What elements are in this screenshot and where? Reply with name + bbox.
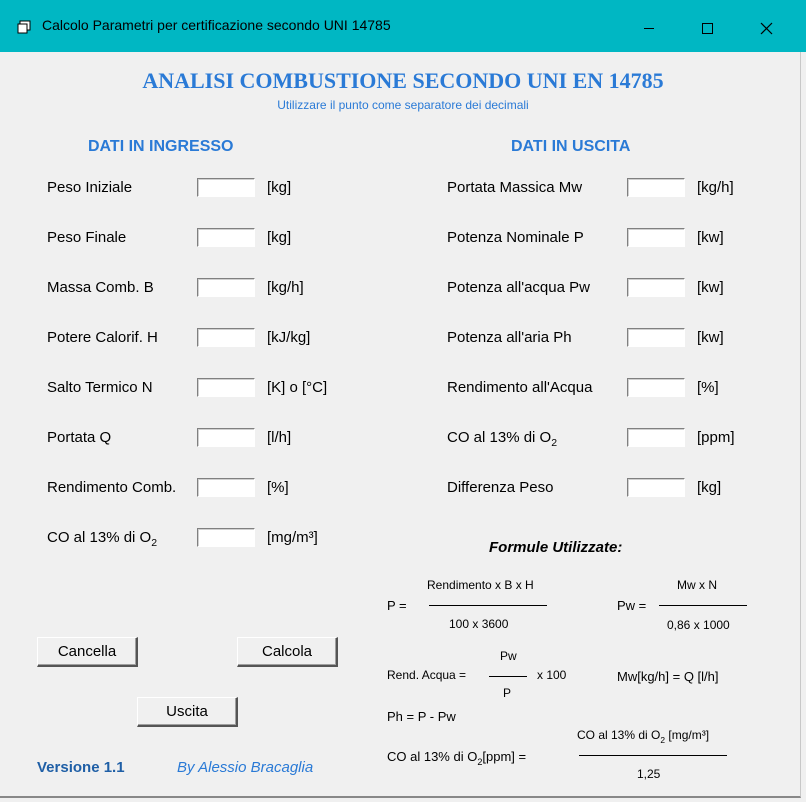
unit-label: [%] xyxy=(697,379,719,396)
author-label: By Alessio Bracaglia xyxy=(177,759,314,776)
unit-label: [kw] xyxy=(697,279,724,296)
output-label-potenza-acqua: Potenza all'acqua Pw xyxy=(447,279,590,296)
output-label-rendimento-acqua: Rendimento all'Acqua xyxy=(447,379,593,396)
formulas-title: Formule Utilizzate: xyxy=(489,539,623,556)
unit-label: [ppm] xyxy=(697,429,735,446)
close-icon xyxy=(743,13,789,43)
maximize-icon xyxy=(684,13,730,43)
formula-co-numerator: CO al 13% di $O_2$ [mg/m³] xyxy=(577,728,710,745)
formula-p-numerator: Rendimento x B x H xyxy=(427,578,534,592)
unit-label: [mg/m³] xyxy=(267,529,318,546)
potenza-nominale-field[interactable] xyxy=(627,228,685,247)
formula-co-denominator: 1,25 xyxy=(637,767,661,781)
unit-label: [K] o [°C] xyxy=(267,379,328,396)
differenza-peso-field[interactable] xyxy=(627,478,685,497)
formula-ph: Ph = P - Pw xyxy=(387,709,456,724)
formula-rend-numerator: Pw xyxy=(500,649,517,663)
portata-massica-field[interactable] xyxy=(627,178,685,197)
rendimento-acqua-field[interactable] xyxy=(627,378,685,397)
formula-rend-lhs: Rend. Acqua = xyxy=(387,668,467,682)
peso-finale-field[interactable] xyxy=(197,228,255,247)
fraction-line xyxy=(429,605,547,606)
unit-label: [kg/h] xyxy=(267,279,304,296)
formula-pw-lhs: Pw = xyxy=(617,598,647,613)
unit-label: [%] xyxy=(267,479,289,496)
app-window-icon xyxy=(17,20,31,34)
potenza-acqua-field[interactable] xyxy=(627,278,685,297)
formula-rend-suffix: x 100 xyxy=(537,668,567,682)
page-title: ANALISI COMBUSTIONE SECONDO UNI EN 14785 xyxy=(142,68,664,93)
peso-iniziale-field[interactable] xyxy=(197,178,255,197)
fraction-line xyxy=(489,676,527,677)
uscita-button[interactable]: Uscita xyxy=(137,697,238,727)
output-label-potenza-nominale: Potenza Nominale P xyxy=(447,229,584,246)
fraction-line xyxy=(659,605,747,606)
maximize-button[interactable] xyxy=(684,13,730,43)
portata-field[interactable] xyxy=(197,428,255,447)
input-label-rendimento-comb: Rendimento Comb. xyxy=(47,479,177,496)
unit-label: [l/h] xyxy=(267,429,292,446)
close-button[interactable] xyxy=(743,13,789,43)
window-body xyxy=(0,52,801,798)
window-title: Calcolo Parametri per certificazione secondo UNI 14785 xyxy=(42,17,391,33)
page-subtitle: Utilizzare il punto come separatore dei decimali xyxy=(277,98,529,112)
cancella-button[interactable]: Cancella xyxy=(37,637,138,667)
calcola-button[interactable]: Calcola xyxy=(237,637,338,667)
unit-label: [kg] xyxy=(267,229,292,246)
minimize-icon xyxy=(626,13,672,43)
input-label-co-mg: CO al 13% di $O_2$ xyxy=(47,529,158,549)
unit-label: [kw] xyxy=(697,229,724,246)
unit-label: [kJ/kg] xyxy=(267,329,311,346)
input-label-potere-calorif: Potere Calorif. H xyxy=(47,329,158,346)
massa-comb-field[interactable] xyxy=(197,278,255,297)
formula-rend-denominator: P xyxy=(503,686,512,700)
input-label-peso-finale: Peso Finale xyxy=(47,229,127,246)
formula-p-lhs: P = xyxy=(387,598,407,613)
unit-label: [kg/h] xyxy=(697,179,734,196)
version-label: Versione 1.1 xyxy=(37,759,125,776)
input-label-portata: Portata Q xyxy=(47,429,112,446)
potere-calorif-field[interactable] xyxy=(197,328,255,347)
unit-label: [kw] xyxy=(697,329,724,346)
formula-pw-denominator: 0,86 x 1000 xyxy=(667,618,730,632)
input-label-massa-comb: Massa Comb. B xyxy=(47,279,154,296)
title-bar xyxy=(0,0,806,52)
formula-mw: Mw[kg/h] = Q [l/h] xyxy=(617,669,719,684)
formula-pw-numerator: Mw x N xyxy=(677,578,717,592)
fraction-line xyxy=(579,755,727,756)
output-label-portata-massica: Portata Massica Mw xyxy=(447,179,583,196)
co-mg-field[interactable] xyxy=(197,528,255,547)
co-ppm-field[interactable] xyxy=(627,428,685,447)
rendimento-comb-field[interactable] xyxy=(197,478,255,497)
output-label-co-ppm: CO al 13% di $O_2$ xyxy=(447,429,558,449)
unit-label: [kg] xyxy=(267,179,292,196)
input-label-peso-iniziale: Peso Iniziale xyxy=(47,179,133,196)
unit-label: [kg] xyxy=(697,479,722,496)
output-label-differenza-peso: Differenza Peso xyxy=(447,479,554,496)
formula-p-denominator: 100 x 3600 xyxy=(449,617,509,631)
minimize-button[interactable] xyxy=(626,13,672,43)
input-label-salto-termico: Salto Termico N xyxy=(47,379,153,396)
formula-co-lhs: CO al 13% di $O_2[ppm]$ = xyxy=(387,749,527,767)
input-section-heading: DATI IN INGRESSO xyxy=(88,138,234,155)
potenza-aria-field[interactable] xyxy=(627,328,685,347)
output-section-heading: DATI IN USCITA xyxy=(511,138,631,155)
output-label-potenza-aria: Potenza all'aria Ph xyxy=(447,329,572,346)
salto-termico-field[interactable] xyxy=(197,378,255,397)
